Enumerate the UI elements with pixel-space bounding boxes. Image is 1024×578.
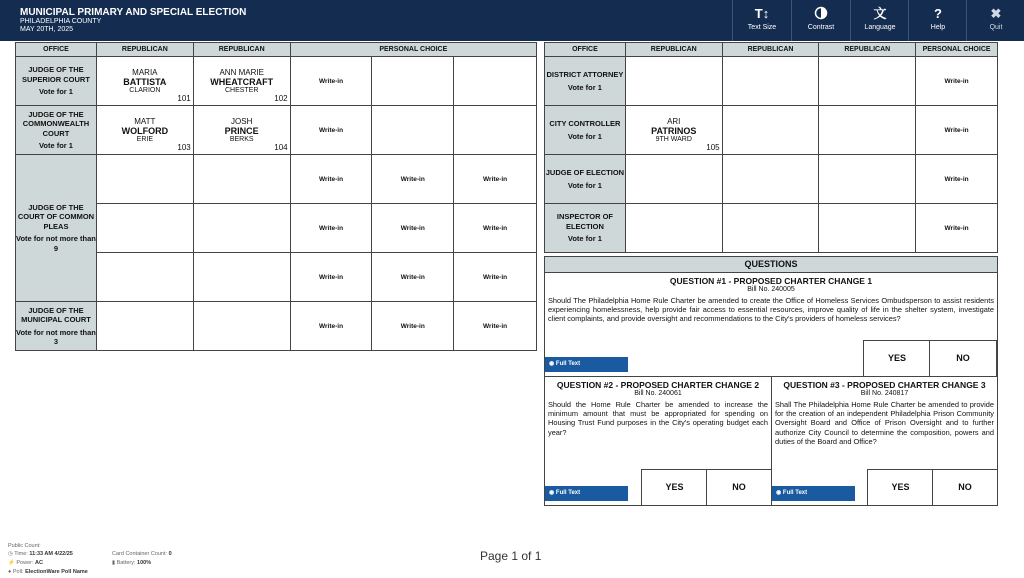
col-header-office: OFFICE — [545, 43, 626, 57]
write-in-cell[interactable]: Write-in — [454, 204, 537, 253]
public-count: Public Count: — [8, 543, 41, 549]
office-superior-court: JUDGE OF THE SUPERIOR COURT Vote for 1 — [16, 57, 97, 106]
language-icon: 文 — [873, 6, 887, 21]
col-header-party: REPUBLICAN — [819, 43, 916, 57]
question-2-title: QUESTION #2 - PROPOSED CHARTER CHANGE 2 — [556, 380, 760, 390]
q1-yes-button[interactable]: YES — [863, 340, 931, 377]
radio-icon: ◉ — [549, 361, 555, 367]
q3-no-button[interactable]: NO — [932, 469, 998, 506]
candidate-wolford[interactable]: MATT WOLFORD ERIE 103 — [96, 106, 193, 155]
location-icon: ● — [8, 569, 12, 575]
q1-no-button[interactable]: NO — [929, 340, 997, 377]
empty-cell — [722, 155, 819, 204]
poll-status: ● Poll: ElectionWare Poll Name — [8, 569, 88, 575]
question-2-box — [544, 376, 772, 506]
question-3-box — [771, 376, 998, 506]
col-header-personal-choice: PERSONAL CHOICE — [290, 43, 536, 57]
col-header-party: REPUBLICAN — [625, 43, 722, 57]
text-size-icon: T↕ — [754, 6, 770, 21]
empty-cell — [819, 106, 916, 155]
empty-cell — [96, 155, 193, 204]
write-in-cell[interactable]: Write-in — [290, 204, 372, 253]
q3-yes-button[interactable]: YES — [867, 469, 934, 506]
empty-cell — [722, 204, 819, 253]
empty-cell — [96, 302, 193, 351]
clock-icon: ◷ — [8, 551, 13, 557]
help-icon: ? — [934, 6, 942, 21]
empty-cell — [722, 106, 819, 155]
questions-heading: QUESTIONS — [544, 256, 998, 273]
write-in-cell[interactable]: Write-in — [290, 302, 372, 351]
office-city-controller: CITY CONTROLLER Vote for 1 — [545, 106, 626, 155]
quit-button[interactable]: ✖ Quit — [966, 0, 1024, 41]
col-header-party: REPUBLICAN — [96, 43, 193, 57]
write-in-cell[interactable]: Write-in — [290, 253, 372, 302]
judicial-contests-table — [15, 42, 537, 351]
q1-full-text-button[interactable]: ◉ Full Text — [545, 357, 628, 372]
text-size-button[interactable]: T↕ Text Size — [732, 0, 791, 41]
office-inspector-of-election: INSPECTOR OF ELECTION Vote for 1 — [545, 204, 626, 253]
radio-icon: ◉ — [549, 490, 555, 496]
question-1-title: QUESTION #1 - PROPOSED CHARTER CHANGE 1 — [669, 276, 873, 286]
col-header-personal-choice: PERSONAL CHOICE — [916, 43, 998, 57]
empty-cell — [372, 106, 454, 155]
page-indicator: Page 1 of 1 — [480, 549, 542, 563]
question-3-bill: Bill No. 240817 — [860, 390, 909, 397]
header-bar — [0, 0, 1024, 41]
empty-cell — [454, 106, 537, 155]
office-judge-of-election: JUDGE OF ELECTION Vote for 1 — [545, 155, 626, 204]
empty-cell — [193, 253, 290, 302]
empty-cell — [96, 253, 193, 302]
empty-cell — [819, 57, 916, 106]
q2-full-text-button[interactable]: ◉ Full Text — [545, 486, 628, 501]
question-3-text: Shall The Philadelphia Home Rule Charter be amended to provide for the creation of an independent Philadelphia Prison Community Oversight Board and Office of Prison Oversight and to further authorize City Council to determine the composition, powers and duties of the Board and Office? — [775, 400, 994, 446]
empty-cell — [625, 204, 722, 253]
time-status: ◷ Time: 11:33 AM 4/22/25 — [8, 551, 73, 557]
write-in-cell[interactable]: Write-in — [916, 204, 998, 253]
empty-cell — [625, 155, 722, 204]
write-in-cell[interactable]: Write-in — [372, 204, 454, 253]
card-container-count: Card Container Count: 0 — [112, 551, 172, 557]
write-in-cell[interactable]: Write-in — [454, 302, 537, 351]
write-in-cell[interactable]: Write-in — [916, 106, 998, 155]
empty-cell — [819, 155, 916, 204]
contrast-button[interactable]: Contrast — [791, 0, 850, 41]
write-in-cell[interactable]: Write-in — [290, 57, 372, 106]
contrast-icon — [792, 6, 850, 22]
write-in-cell[interactable]: Write-in — [290, 106, 372, 155]
candidate-prince[interactable]: JOSH PRINCE BERKS 104 — [193, 106, 290, 155]
candidate-patrinos[interactable]: ARI PATRINOS 9TH WARD 105 — [625, 106, 722, 155]
county-contests-table — [544, 42, 998, 253]
power-status: ⚡ Power: AC — [8, 560, 43, 566]
question-1-box — [544, 272, 998, 377]
office-municipal-court: JUDGE OF THE MUNICIPAL COURT Vote for not more than 3 — [16, 302, 97, 351]
office-district-attorney: DISTRICT ATTORNEY Vote for 1 — [545, 57, 626, 106]
write-in-cell[interactable]: Write-in — [454, 155, 537, 204]
write-in-cell[interactable]: Write-in — [454, 253, 537, 302]
empty-cell — [454, 57, 537, 106]
empty-cell — [96, 204, 193, 253]
empty-cell — [819, 204, 916, 253]
question-2-bill: Bill No. 240061 — [634, 390, 682, 397]
candidate-battista[interactable]: MARIA BATTISTA CLARION 101 — [96, 57, 193, 106]
candidate-wheatcraft[interactable]: ANN MARIE WHEATCRAFT CHESTER 102 — [193, 57, 290, 106]
empty-cell — [193, 155, 290, 204]
col-header-party: REPUBLICAN — [193, 43, 290, 57]
battery-status: ▮ Battery: 100% — [112, 560, 152, 566]
help-button[interactable]: ? Help — [908, 0, 967, 41]
write-in-cell[interactable]: Write-in — [916, 57, 998, 106]
write-in-cell[interactable]: Write-in — [372, 253, 454, 302]
empty-cell — [625, 57, 722, 106]
q3-full-text-button[interactable]: ◉ Full Text — [772, 486, 855, 501]
question-1-text: Should The Philadelphia Home Rule Charter be amended to create the Office of Homeless Services Ombudsperson to assist residents experiencing homelessness, help provide fair access to essential resources, improve quality of life in the shelter system, investigate client complaints, and provide oversight and recommendations to the City's providers of homeless services? — [548, 296, 994, 324]
write-in-cell[interactable]: Write-in — [372, 155, 454, 204]
write-in-cell[interactable]: Write-in — [290, 155, 372, 204]
office-commonwealth-court: JUDGE OF THE COMMONWEALTH COURT Vote for 1 — [16, 106, 97, 155]
col-header-party: REPUBLICAN — [722, 43, 819, 57]
write-in-cell[interactable]: Write-in — [372, 302, 454, 351]
election-title: MUNICIPAL PRIMARY AND SPECIAL ELECTION — [20, 7, 247, 18]
q2-no-button[interactable]: NO — [706, 469, 772, 506]
empty-cell — [193, 302, 290, 351]
battery-icon: ▮ — [112, 560, 116, 566]
col-header-office: OFFICE — [16, 43, 97, 57]
election-date: MAY 20TH, 2025 — [20, 26, 74, 33]
radio-icon: ◉ — [776, 490, 782, 496]
office-common-pleas: JUDGE OF THE COURT OF COMMON PLEAS Vote for not more than 9 — [16, 155, 97, 302]
empty-cell — [722, 57, 819, 106]
close-icon: ✖ — [990, 6, 1002, 21]
empty-cell — [372, 57, 454, 106]
county-label: PHILADELPHIA COUNTY — [20, 18, 102, 25]
power-icon: ⚡ — [8, 560, 15, 566]
question-2-text: Should the Home Rule Charter be amended to increase the minimum amount that must be appropriated for spending on Housing Trust Fund purposes in the City's operating budget each year? — [548, 400, 768, 437]
question-3-title: QUESTION #3 - PROPOSED CHARTER CHANGE 3 — [783, 380, 986, 390]
q2-yes-button[interactable]: YES — [641, 469, 708, 506]
empty-cell — [193, 204, 290, 253]
language-button[interactable]: 文 Language — [850, 0, 909, 41]
question-1-bill: Bill No. 240005 — [747, 286, 795, 293]
write-in-cell[interactable]: Write-in — [916, 155, 998, 204]
